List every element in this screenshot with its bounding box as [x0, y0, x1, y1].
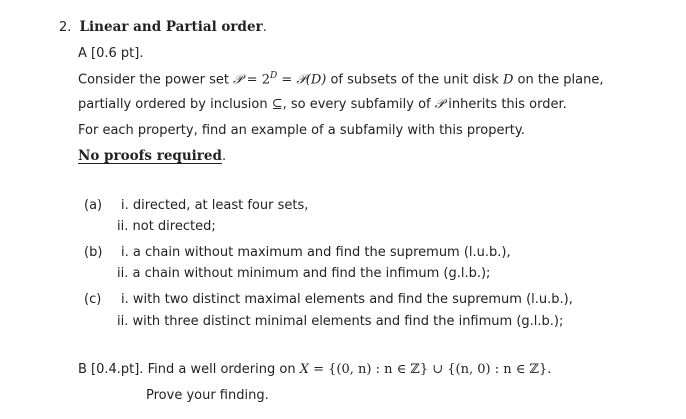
period: . [221, 149, 227, 164]
subitem-number: ii. [117, 219, 129, 234]
subitem-text: with three distinct minimal elements and find the infimum (g.l.b.); [132, 314, 564, 329]
text: inherits this order. [444, 97, 567, 112]
script-p-symbol: 𝒫 [434, 97, 445, 112]
text: Find a well ordering on [147, 362, 300, 377]
item-b-ii [117, 266, 490, 281]
item-c-ii [117, 314, 563, 329]
subitem-number: ii. [117, 314, 129, 329]
subitem-text: with two distinct maximal elements and find the supremum (l.u.b.), [132, 292, 573, 307]
text: of subsets of the unit disk [326, 72, 503, 88]
item-a-label: (a) [84, 198, 103, 213]
text: on the plane, [513, 72, 604, 88]
text: partially ordered by inclusion [78, 97, 272, 112]
text: , so every subfamily of [282, 97, 435, 112]
instruction: For each property, find an example of a subfamily with this property. [78, 123, 525, 138]
subitem-number: i. [121, 245, 129, 260]
intro-line-1 [78, 71, 604, 87]
math-x: X [299, 362, 309, 377]
part-a-label: A [0.6 pt]. [78, 46, 144, 61]
subseteq-symbol: ⊆ [271, 97, 283, 112]
problem-heading [59, 19, 267, 35]
problem-number: 2. [59, 20, 72, 35]
no-proofs-text: No proofs required [78, 148, 222, 164]
subitem-text: a chain without maximum and find the supremum (l.u.b.), [132, 245, 511, 260]
set-expression: = {(0, n) : n ∈ ℤ} ∪ {(n, 0) : n ∈ ℤ}. [308, 362, 552, 377]
part-b-line-2: Prove your finding. [146, 388, 269, 403]
subitem-number: i. [121, 292, 129, 307]
item-b-label: (b) [84, 245, 103, 260]
item-b-i [121, 245, 511, 260]
subitem-text: not directed; [132, 219, 216, 234]
math-two: 2 [261, 72, 270, 88]
intro-line-2 [78, 97, 567, 112]
no-proofs-note [78, 148, 226, 164]
item-c-label: (c) [84, 292, 102, 307]
item-a-ii [117, 219, 216, 234]
subitem-text: directed, at least four sets, [132, 198, 309, 213]
part-b-label: B [0.4.pt]. [78, 362, 144, 377]
script-p-symbol: 𝒫 [233, 72, 243, 88]
subitem-text: a chain without minimum and find the infimum (g.l.b.); [132, 266, 491, 281]
item-c-i [121, 292, 573, 307]
text: Consider the power set [78, 72, 234, 88]
item-a-i [121, 198, 308, 213]
subitem-number: ii. [117, 266, 129, 281]
superscript-d: D [270, 71, 278, 81]
math-d: D [502, 72, 514, 88]
equals-symbol: = [277, 72, 297, 88]
subitem-number: i. [121, 198, 129, 213]
power-set-of-d: 𝒫(D) [296, 72, 327, 88]
equals-symbol: = [242, 72, 262, 88]
title-period: . [262, 20, 267, 35]
part-b-line-1 [78, 362, 551, 377]
problem-title: Linear and Partial order [79, 19, 263, 35]
